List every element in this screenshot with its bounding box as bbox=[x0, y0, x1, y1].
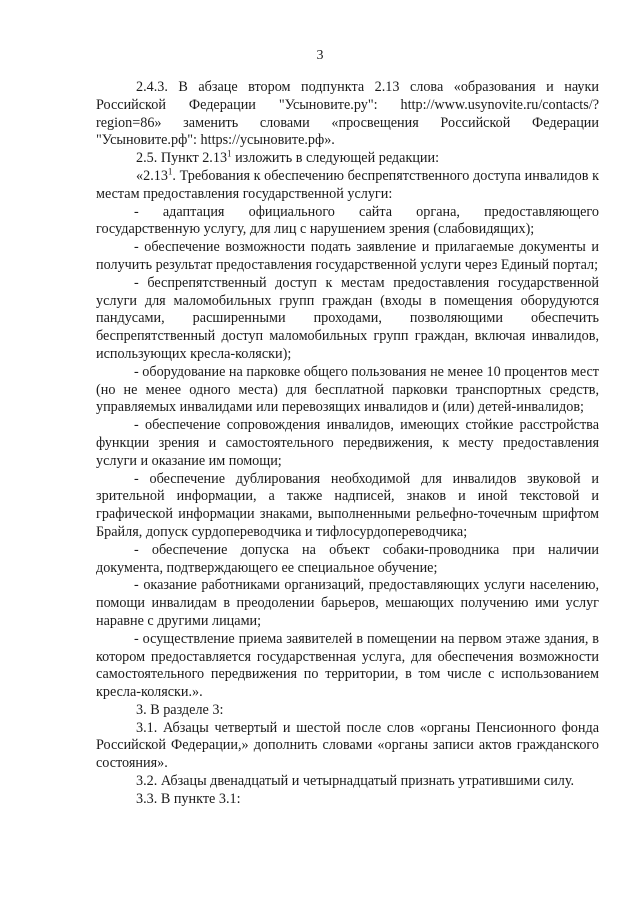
list-item-escort: - обеспечение сопровождения инвалидов, имеющих стойкие расстройства функции зрения и самостоятельного передвижения, к месту предоставления услуги и оказание им помощи; bbox=[96, 417, 599, 469]
superscript-1: 1 bbox=[227, 148, 232, 159]
dot-space: . bbox=[172, 167, 180, 184]
list-item-ground-floor: - осуществление приема заявителей в помещении на первом этаже здания, в котором предоставляется государственная услуга, для обеспечения возможности самостоятельного передвижения по территории, в том числе с использованием кресла-коляски.». bbox=[96, 630, 599, 701]
paragraph-2-13-1 bbox=[96, 168, 599, 204]
list-item-portal: - обеспечение возможности подать заявление и прилагаемые документы и получить результат предоставления государственной услуги через Единый портал; bbox=[96, 239, 599, 273]
superscript-1: 1 bbox=[167, 166, 173, 177]
quote-open-number: «2.13 bbox=[136, 167, 168, 184]
document-body bbox=[96, 79, 599, 809]
paragraph-2-5-text: изложить в следующей редакции: bbox=[235, 150, 440, 167]
list-item-duplication: - обеспечение дублирования необходимой для инвалидов звуковой и зрительной информации, а также надписей, знаков и иной текстовой и графической информации знаками, выполненными рельефно-точечным шрифтом Брайля, допуск сурдопереводчика и тифлосурдопереводчика; bbox=[96, 470, 599, 540]
paragraph-3-2: 3.2. Абзацы двенадцатый и четырнадцатый признать утратившими силу. bbox=[136, 773, 575, 790]
list-item-parking: - оборудование на парковке общего пользования не менее 10 процентов мест (но не менее одного места) для бесплатной парковки транспортных средств, управляемых инвалидами или перевозящих инвалидов и (или) детей-инвалидов; bbox=[96, 363, 599, 416]
paragraph-3-3: 3.3. В пункте 3.1: bbox=[136, 790, 241, 807]
list-item-website: - адаптация официального сайта органа, предоставляющего государственную услугу, для лиц с нарушением зрения (слабовидящих); bbox=[96, 203, 599, 238]
list-item-access: - беспрепятственный доступ к местам предоставления государственной услуги для маломобильных групп граждан (входы в помещения оборудуются пандусами, расширенными проходами, позволяющими обеспечить беспрепятственный доступ маломобильных групп граждан, включая инвалидов, использующих кресла-коляски); bbox=[96, 274, 599, 362]
page-number: 3 bbox=[316, 48, 324, 63]
requirements-heading: Требования к обеспечению беспрепятственного доступа инвалидов к местам предоставления государственной услуги: bbox=[96, 167, 599, 202]
paragraph-section-3: 3. В разделе 3: bbox=[136, 701, 224, 718]
list-item-guide-dog: - обеспечение допуска на объект собаки-проводника при наличии документа, подтверждающего ее специальное обучение; bbox=[96, 541, 599, 576]
paragraph-2-5-prefix: 2.5. Пункт 2.13 bbox=[136, 150, 228, 167]
paragraph-3-1: 3.1. Абзацы четвертый и шестой после слов «органы Пенсионного фонда Российской Федерации,» дополнить словами «органы записи актов гражданского состояния». bbox=[96, 719, 599, 772]
paragraph-2-4-3: 2.4.3. В абзаце втором подпункта 2.13 слова «образования и науки Российской Федерации "Усыновите.ру": http://www.usynovite.ru/contacts/?region=86» заменить словами «просвещения Российской Федерации "Усыновите.рф": https://усыновите.рф». bbox=[96, 79, 599, 149]
list-item-assistance: - оказание работниками организаций, предоставляющих услуги населению, помощи инвалидам в преодолении барьеров, мешающих получению ими услуг наравне с другими лицами; bbox=[96, 577, 599, 629]
